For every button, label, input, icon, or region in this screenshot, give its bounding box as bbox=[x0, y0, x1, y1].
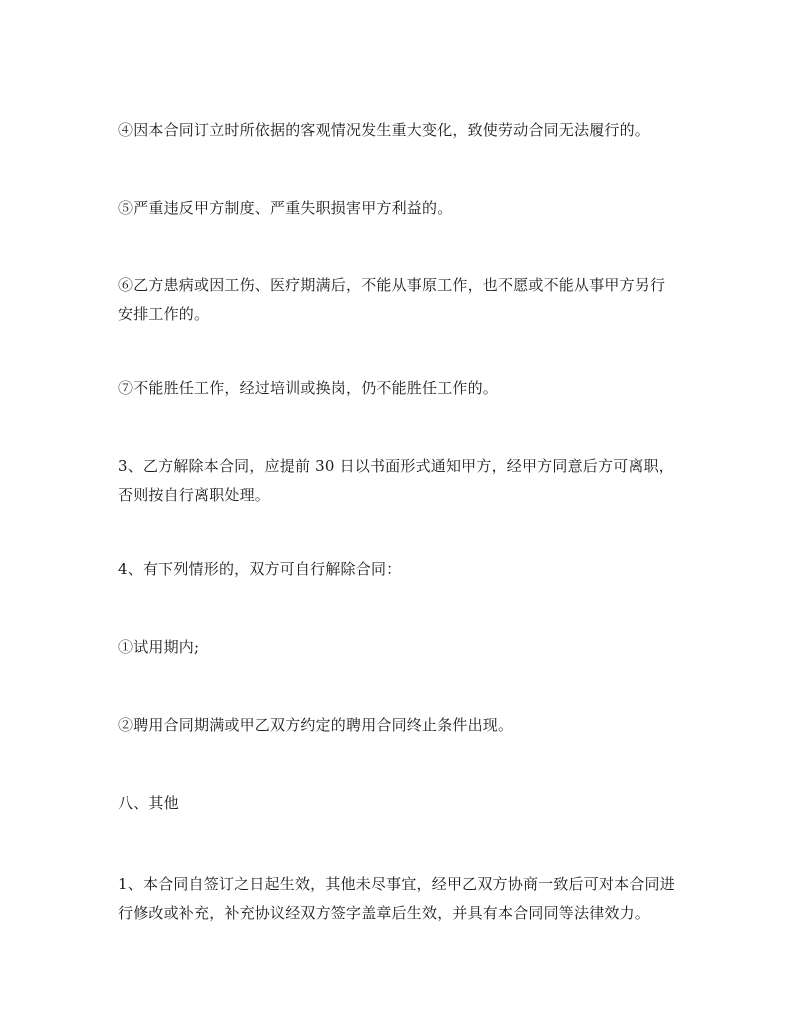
clause-4-objective-change: ④因本合同订立时所依据的客观情况发生重大变化，致使劳动合同无法履行的。 bbox=[118, 121, 651, 139]
clause-5-serious-violation: ⑤严重违反甲方制度、严重失职损害甲方利益的。 bbox=[118, 199, 453, 217]
section-4-mutual-termination: 4、有下列情形的，双方可自行解除合同： bbox=[118, 560, 402, 578]
clause-6-illness-injury: ⑥乙方患病或因工伤、医疗期满后，不能从事原工作，也不愿或不能从事甲方另行安排工作的。 bbox=[118, 276, 666, 323]
clause-7-incompetence: ⑦不能胜任工作，经过培训或换岗，仍不能胜任工作的。 bbox=[118, 379, 499, 397]
section-heading-other: 八、其他 bbox=[118, 794, 179, 812]
section-1-effectiveness: 1、本合同自签订之日起生效，其他未尽事宜，经甲乙双方协商一致后可对本合同进行修改或补充，补充协议经双方签字盖章后生效，并具有本合同同等法律效力。 bbox=[118, 875, 675, 922]
clause-1-probation: ①试用期内; bbox=[118, 638, 200, 656]
clause-2-contract-expiry: ②聘用合同期满或甲乙双方约定的聘用合同终止条件出现。 bbox=[118, 716, 514, 734]
section-3-employee-termination: 3、乙方解除本合同，应提前 30 日以书面形式通知甲方，经甲方同意后方可离职，否则按自行离职处理。 bbox=[118, 457, 674, 504]
